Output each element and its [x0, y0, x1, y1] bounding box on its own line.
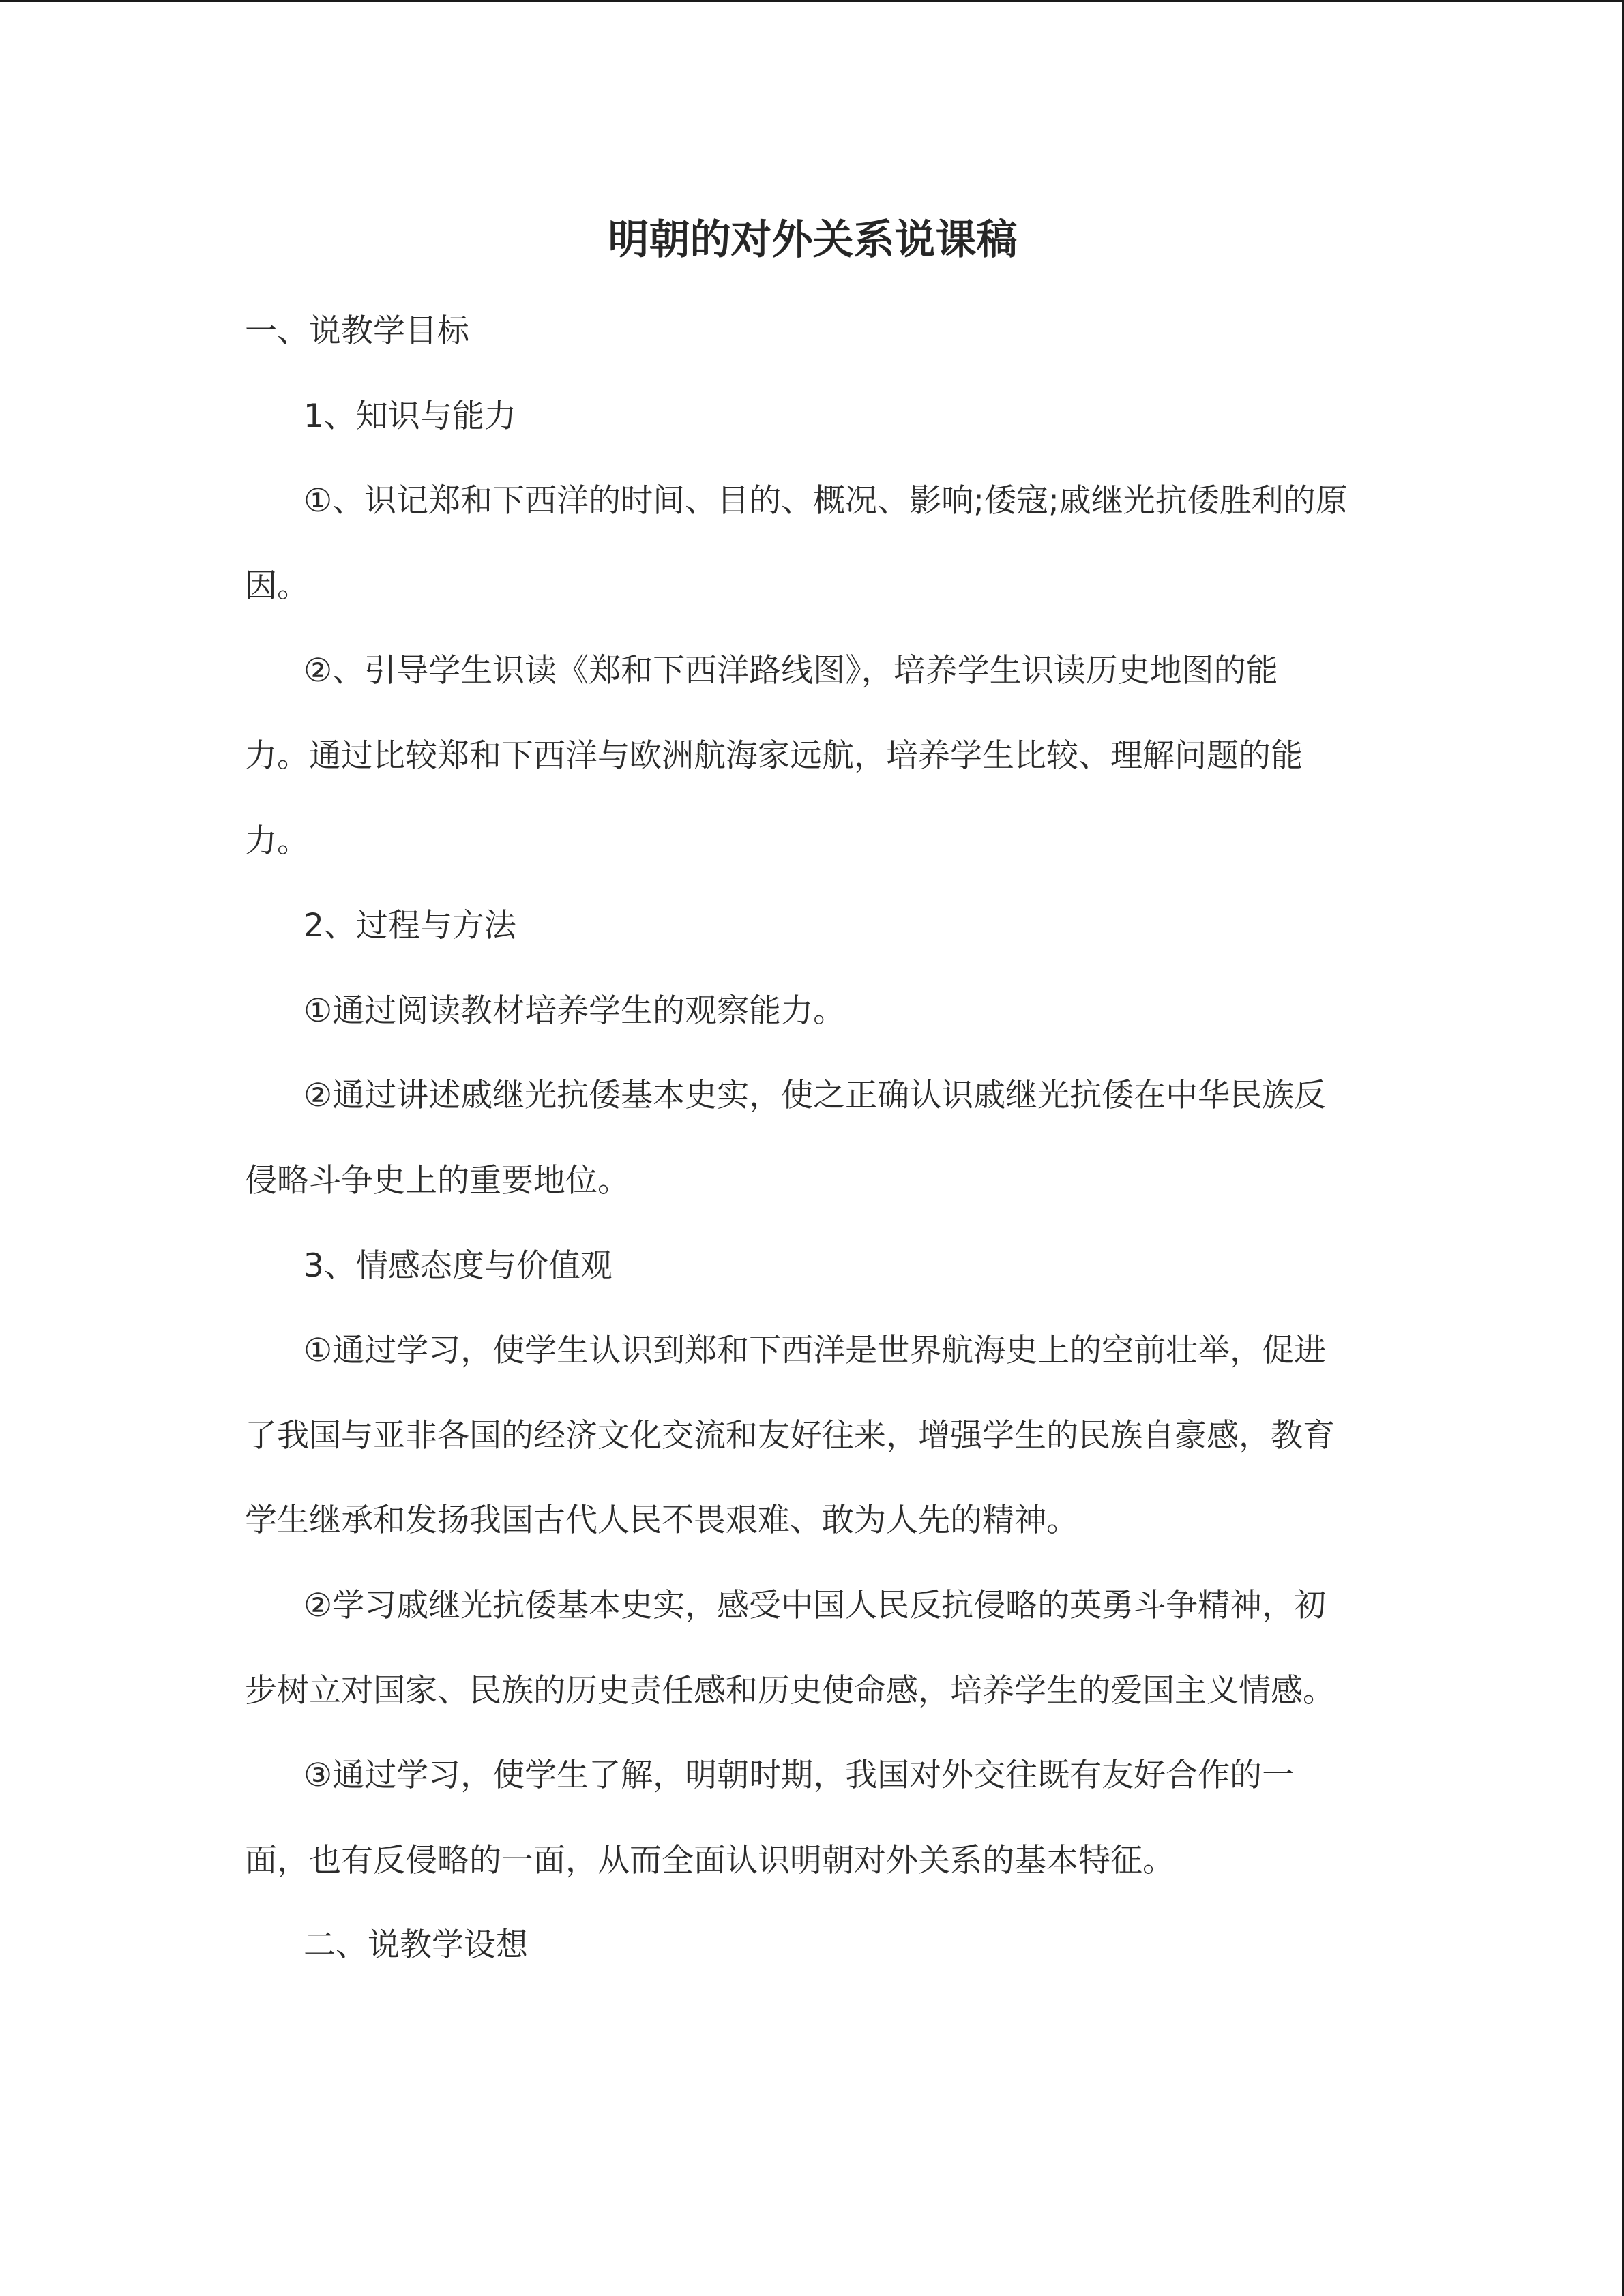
section-heading-teaching-design: 二、说教学设想	[304, 1926, 528, 1965]
paragraph-line: 力。通过比较郑和下西洋与欧洲航海家远航，培养学生比较、理解问题的能	[245, 736, 1303, 775]
paragraph-line: 了我国与亚非各国的经济文化交流和友好往来，增强学生的民族自豪感，教育	[245, 1416, 1335, 1455]
paragraph-line: ①通过阅读教材培养学生的观察能力。	[304, 992, 846, 1030]
document-body	[245, 205, 1381, 1988]
paragraph-line: 力。	[245, 822, 309, 860]
subheading-knowledge-ability: 1、知识与能力	[304, 397, 516, 435]
paragraph-line: 步树立对国家、民族的历史责任感和历史使命感，培养学生的爱国主义情感。	[245, 1671, 1335, 1710]
page-top-border	[0, 0, 1624, 2]
paragraph-line: 侵略斗争史上的重要地位。	[245, 1161, 630, 1199]
paragraph-line: ②通过讲述戚继光抗倭基本史实，使之正确认识戚继光抗倭在中华民族反	[304, 1077, 1327, 1115]
paragraph-line: 因。	[245, 567, 309, 605]
paragraph-line: 学生继承和发扬我国古代人民不畏艰难、敢为人先的精神。	[245, 1502, 1078, 1540]
section-heading-teaching-goals: 一、说教学目标	[245, 312, 469, 350]
paragraph-line: ①通过学习，使学生认识到郑和下西洋是世界航海史上的空前壮举，促进	[304, 1332, 1327, 1370]
paragraph-line: ②学习戚继光抗倭基本史实，感受中国人民反抗侵略的英勇斗争精神，初	[304, 1586, 1327, 1624]
paragraph-line: 面，也有反侵略的一面，从而全面认识明朝对外关系的基本特征。	[245, 1841, 1175, 1879]
document-title: 明朝的对外关系说课稿	[608, 216, 1018, 264]
paragraph-line: ①、识记郑和下西洋的时间、目的、概况、影响;倭寇;戚继光抗倭胜利的原	[304, 482, 1348, 520]
paragraph-line: ③通过学习，使学生了解，明朝时期，我国对外交往既有友好合作的一	[304, 1757, 1295, 1795]
subheading-emotion-values: 3、情感态度与价值观	[304, 1247, 612, 1285]
paragraph-line: ②、引导学生识读《郑和下西洋路线图》，培养学生识读历史地图的能	[304, 652, 1278, 690]
subheading-process-method: 2、过程与方法	[304, 907, 516, 945]
